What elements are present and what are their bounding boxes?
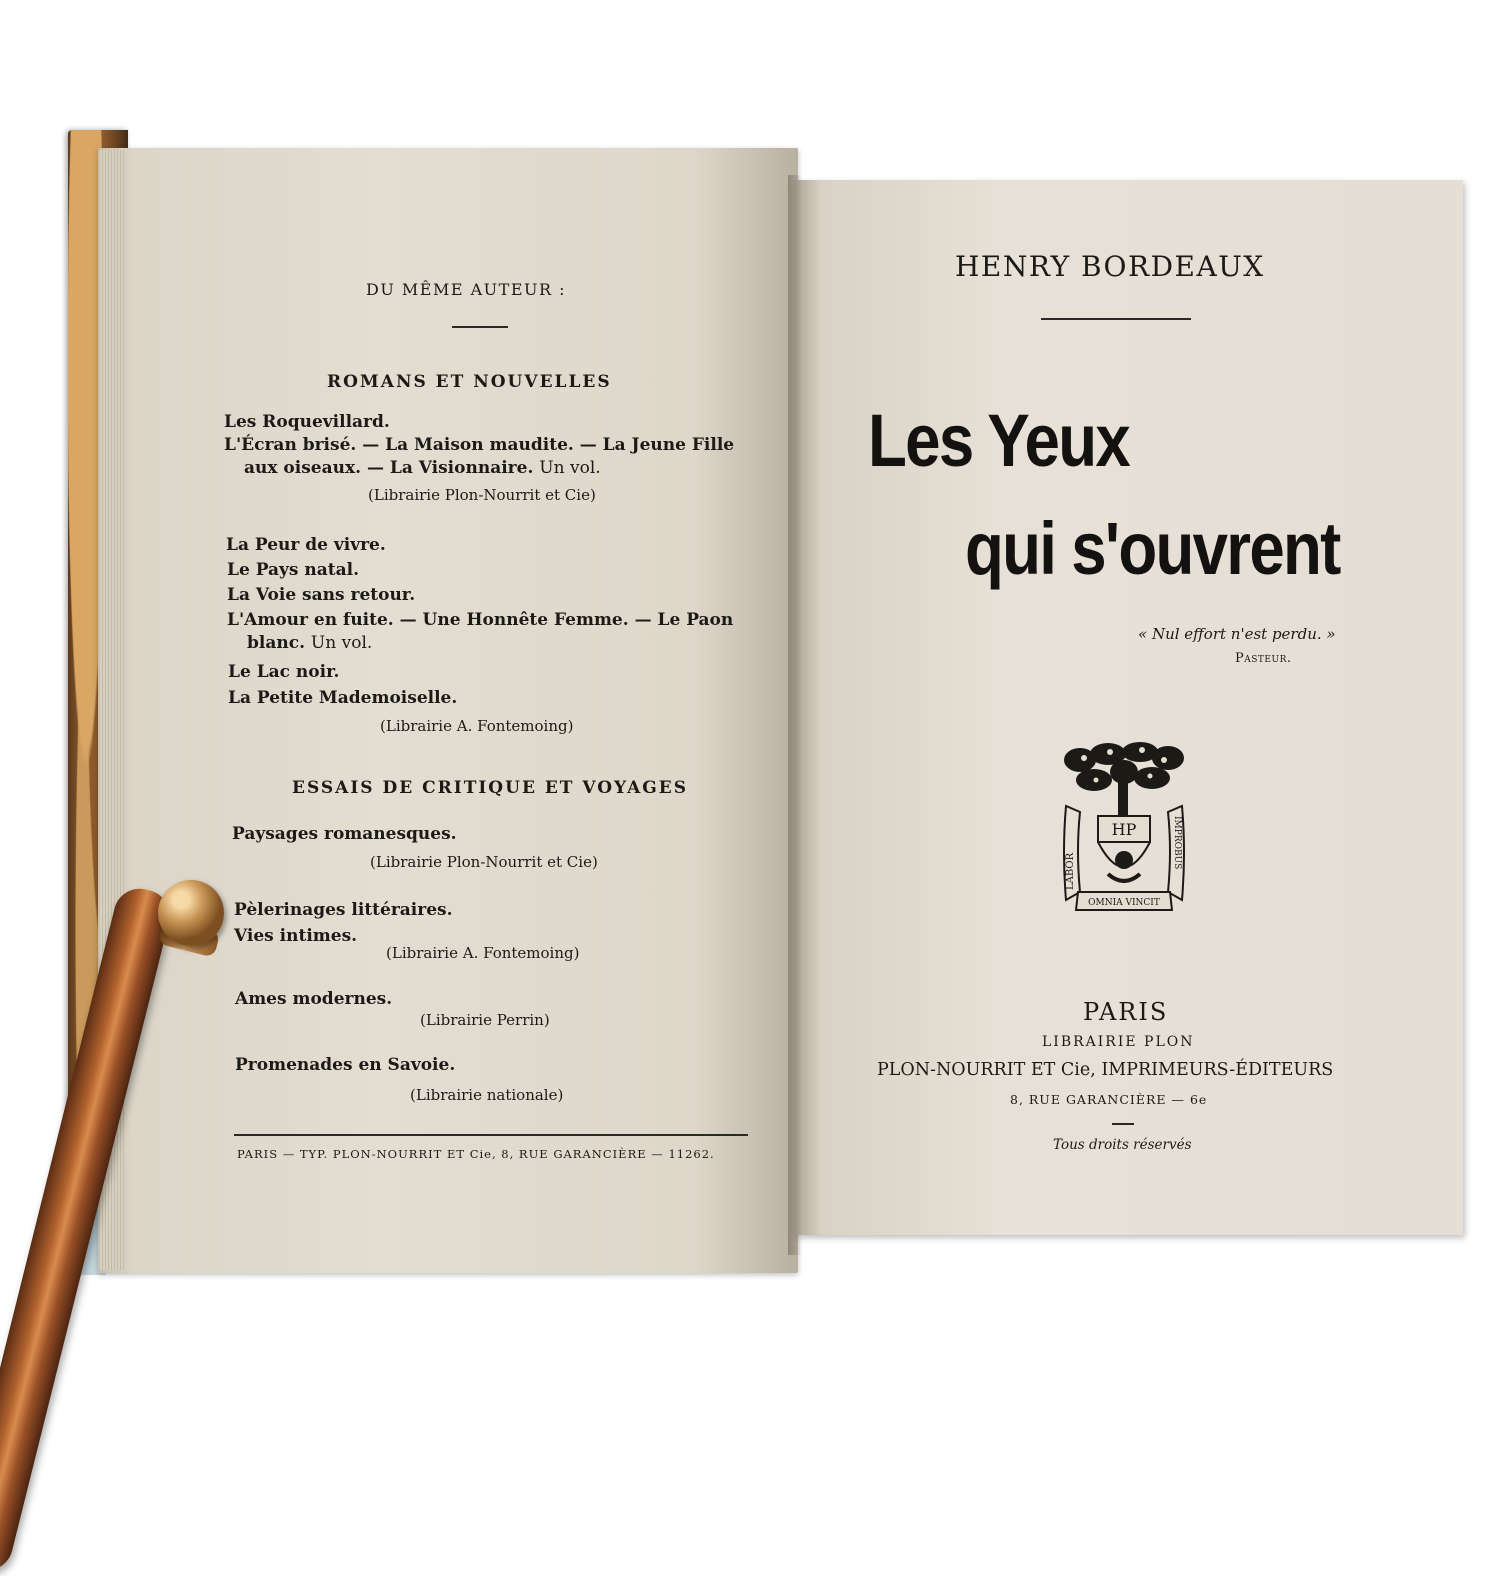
publisher-note: (Librairie Plon-Nourrit et Cie) [368,486,596,504]
publisher-emblem [1060,742,1188,914]
list-item: La Petite Mademoiselle. [228,688,458,708]
left-page [98,148,798,1273]
list-item: Promenades en Savoie. [235,1055,456,1075]
volume-note: Un vol. [539,458,601,478]
author-rule [1041,318,1191,320]
list-item-text: aux oiseaux. — La Visionnaire. [244,458,534,478]
volume-note: Un vol. [310,633,373,653]
list-item: Vies intimes. [234,926,358,946]
list-item: La Peur de vivre. [226,535,386,555]
same-author-header: DU MÊME AUTEUR : [366,280,567,299]
imprint-city: PARIS [1083,998,1169,1026]
header-rule [452,326,508,328]
list-item: Les Roquevillard. [224,412,390,432]
emblem-motto-right: IMPROBUS [1172,816,1182,870]
publisher-note: (Librairie Perrin) [420,1011,550,1029]
section-essais-title: ESSAIS DE CRITIQUE ET VOYAGES [292,778,689,798]
publisher-note: (Librairie Plon-Nourrit et Cie) [370,853,598,871]
list-item: Pèlerinages littéraires. [234,900,453,920]
emblem-monogram: HP [1111,820,1137,839]
publisher-note: (Librairie A. Fontemoing) [380,717,574,735]
imprint-address: 8, RUE GARANCIÈRE — 6e [1010,1092,1208,1107]
list-item: La Voie sans retour. [227,585,416,605]
emblem-motto-bottom: OMNIA VINCIT [1088,898,1160,908]
epigraph: « Nul effort n'est perdu. » [1138,625,1336,643]
list-item [244,456,601,480]
title-line-2: qui s'ouvrent [965,507,1340,590]
book-gutter [788,175,802,1255]
list-item: Le Pays natal. [227,560,360,580]
list-item: Paysages romanesques. [232,824,457,844]
list-item [247,631,372,655]
imprint-printers: PLON-NOURRIT ET Cie, IMPRIMEURS-ÉDITEURS [877,1060,1334,1080]
imprint-publisher: LIBRAIRIE PLON [1042,1034,1195,1050]
list-item: Le Lac noir. [228,662,340,682]
footer-rule [234,1134,748,1136]
imprint-rule [1112,1123,1134,1125]
rights-notice: Tous droits réservés [1053,1137,1192,1153]
list-item: Ames modernes. [235,989,393,1009]
title-line-1: Les Yeux [868,399,1130,482]
list-item: L'Écran brisé. — La Maison maudite. — La Jeune Fille [224,435,735,455]
publisher-note: (Librairie nationale) [410,1086,564,1104]
list-item: L'Amour en fuite. — Une Honnête Femme. — Le Paon [227,610,734,630]
emblem-motto-left: LABOR [1065,852,1076,890]
author-name: HENRY BORDEAUX [955,250,1265,283]
brass-pointer-knob [158,880,224,946]
publisher-note: (Librairie A. Fontemoing) [386,944,580,962]
epigraph-author: Pasteur. [1235,651,1292,666]
section-romans-title: ROMANS ET NOUVELLES [327,372,612,392]
printer-footer: PARIS — TYP. PLON-NOURRIT ET Cie, 8, RUE GARANCIÈRE — 11262. [237,1147,715,1161]
list-item-text: blanc. [247,633,305,653]
